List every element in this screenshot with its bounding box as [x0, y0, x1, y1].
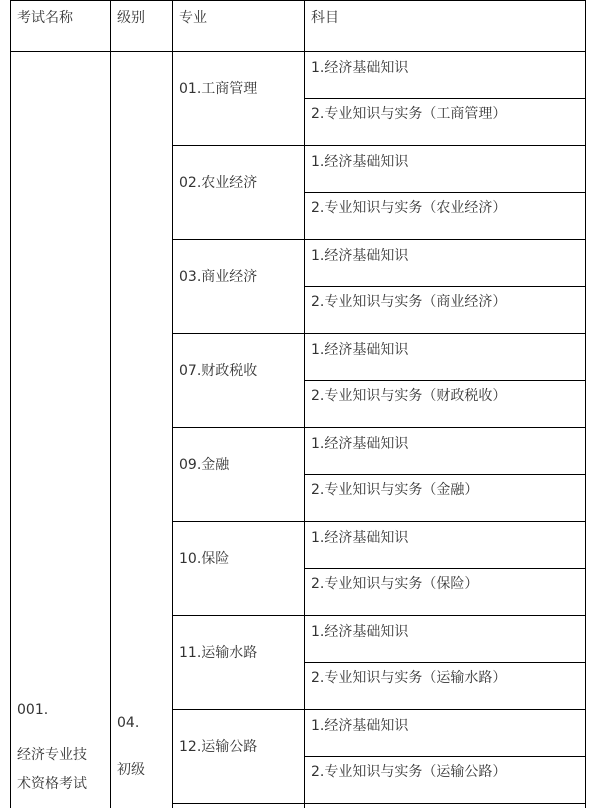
level-code: 04.: [117, 715, 140, 731]
subject-item: 1.经济基础知识: [311, 530, 409, 546]
exam-code: 001.: [17, 702, 49, 718]
subject-item: 1.经济基础知识: [311, 248, 409, 264]
major-name: 10.保险: [179, 551, 230, 567]
subject-item: 2.专业知识与实务（农业经济）: [311, 200, 507, 216]
subject-row-divider: [304, 474, 586, 475]
subject-row-divider: [304, 568, 586, 569]
subject-item: 2.专业知识与实务（商业经济）: [311, 294, 507, 310]
subject-item: 1.经济基础知识: [311, 60, 409, 76]
exam-name-line1: 经济专业技: [17, 747, 87, 763]
subject-item: 2.专业知识与实务（金融）: [311, 482, 479, 498]
border-top: [10, 0, 586, 1]
header-exam-name: 考试名称: [17, 10, 73, 26]
col-divider-level: [110, 0, 111, 808]
exam-name-line2: 术资格考试: [17, 776, 87, 792]
col-divider-major: [172, 0, 173, 808]
subject-item: 2.专业知识与实务（工商管理）: [311, 106, 507, 122]
major-row-divider: [172, 239, 586, 240]
major-row-divider: [172, 709, 586, 710]
subject-item: 1.经济基础知识: [311, 342, 409, 358]
subject-row-divider: [304, 98, 586, 99]
subject-item: 1.经济基础知识: [311, 718, 409, 734]
major-row-divider: [172, 145, 586, 146]
subject-item: 1.经济基础知识: [311, 154, 409, 170]
major-row-divider: [172, 427, 586, 428]
border-left: [10, 0, 11, 808]
major-row-divider: [172, 615, 586, 616]
border-right: [585, 0, 586, 808]
major-name: 09.金融: [179, 457, 230, 473]
subject-item: 1.经济基础知识: [311, 624, 409, 640]
header-major: 专业: [179, 10, 207, 26]
col-divider-subject: [304, 0, 305, 808]
major-row-divider: [172, 803, 586, 804]
exam-subject-table: [10, 0, 586, 808]
major-name: 02.农业经济: [179, 175, 258, 191]
subject-row-divider: [304, 756, 586, 757]
major-row-divider: [172, 521, 586, 522]
subject-item: 1.经济基础知识: [311, 436, 409, 452]
subject-item: 2.专业知识与实务（保险）: [311, 576, 479, 592]
subject-item: 2.专业知识与实务（运输水路）: [311, 670, 507, 686]
major-name: 11.运输水路: [179, 645, 258, 661]
major-name: 12.运输公路: [179, 739, 258, 755]
major-name: 07.财政税收: [179, 363, 258, 379]
subject-row-divider: [304, 662, 586, 663]
subject-item: 2.专业知识与实务（运输公路）: [311, 764, 507, 780]
major-name: 01.工商管理: [179, 81, 258, 97]
level-name: 初级: [117, 762, 145, 778]
subject-row-divider: [304, 286, 586, 287]
major-name: 03.商业经济: [179, 269, 258, 285]
header-level: 级别: [117, 10, 145, 26]
header-bottom-border: [10, 51, 586, 52]
subject-row-divider: [304, 192, 586, 193]
header-subject: 科目: [311, 10, 339, 26]
subject-item: 2.专业知识与实务（财政税收）: [311, 388, 507, 404]
subject-row-divider: [304, 380, 586, 381]
major-row-divider: [172, 333, 586, 334]
